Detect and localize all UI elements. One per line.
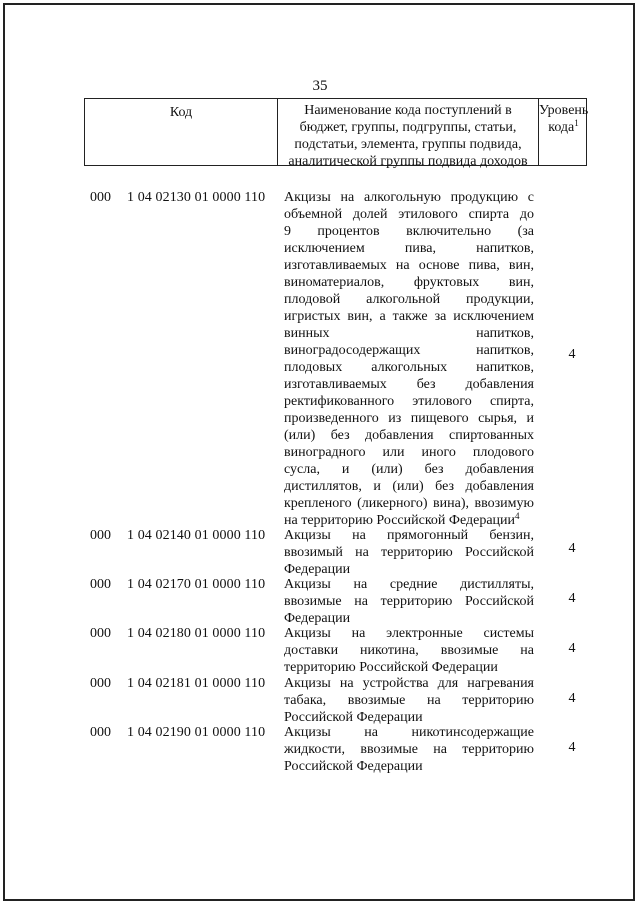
description-line: объемной долей этилового спирта до — [284, 207, 534, 222]
row-level: 4 — [568, 347, 576, 362]
row-level: 4 — [568, 641, 576, 656]
row-description — [284, 625, 534, 676]
header-name-line: аналитической группы подвида доходов — [288, 154, 528, 169]
description-line: игристых вин, а также за исключением — [284, 309, 534, 324]
header-level-footnote: 1 — [574, 118, 579, 128]
description-line: Акцизы на средние дистилляты, — [284, 577, 534, 592]
description-line: доставки никотина, ввозимые на — [284, 643, 534, 658]
description-line: ввозимый на территорию Российской — [284, 545, 534, 560]
row-description — [284, 675, 534, 726]
description-line: табака, ввозимые на территорию — [284, 693, 534, 708]
header-name-line: Наименование кода поступлений в — [304, 103, 512, 118]
header-level-text: кода — [548, 120, 575, 135]
header-name-line: бюджет, группы, подгруппы, статьи, — [299, 120, 517, 135]
description-line: Акцизы на никотинсодержащие — [284, 725, 534, 740]
description-line: виноградосодержащих напитков, — [284, 343, 534, 358]
header-level-cell — [539, 99, 588, 165]
description-line: Федерации — [284, 611, 351, 626]
description-line: (или) без добавления спиртованных — [284, 428, 534, 443]
header-name-cell — [278, 99, 539, 169]
row-admin-code: 000 — [90, 577, 111, 592]
row-level: 4 — [568, 691, 576, 706]
row-admin-code: 000 — [90, 626, 111, 641]
row-level: 4 — [568, 740, 576, 755]
description-line: плодовых алкогольных напитков, — [284, 360, 534, 375]
header-level-line: Уровень — [539, 103, 589, 118]
description-line: изготавливаемых на основе пива, вин, — [284, 258, 534, 273]
description-line: ректификованного этилового спирта, — [284, 394, 534, 409]
footnote-marker: 4 — [515, 511, 520, 521]
description-line: виноградного или иного плодового — [284, 445, 534, 460]
description-line: территорию Российской Федерации — [284, 660, 498, 675]
row-admin-code: 000 — [90, 190, 111, 205]
header-level-line — [539, 119, 588, 136]
description-line: произведенного из пищевого сырья, и — [284, 411, 534, 426]
description-line: изготавливаемых без добавления — [284, 377, 534, 392]
description-line: Российской Федерации — [284, 710, 423, 725]
row-admin-code: 000 — [90, 725, 111, 740]
row-level: 4 — [568, 541, 576, 556]
description-line: Акцизы на прямогонный бензин, — [284, 528, 534, 543]
row-description — [284, 724, 534, 775]
row-budget-code: 1 04 02190 01 0000 110 — [127, 725, 266, 740]
row-budget-code: 1 04 02170 01 0000 110 — [127, 577, 266, 592]
description-line: Акцизы на электронные системы — [284, 626, 534, 641]
row-budget-code: 1 04 02181 01 0000 110 — [127, 676, 266, 691]
description-line: жидкости, ввозимые на территорию — [284, 742, 534, 757]
description-line: крепленого (ликерного) вина), ввозимую — [284, 496, 534, 511]
row-description — [284, 576, 534, 627]
description-line: Акцизы на устройства для нагревания — [284, 676, 534, 691]
description-line: дистиллятов, и (или) без добавления — [284, 479, 534, 494]
description-line-text: на территорию Российской Федерации — [284, 513, 516, 528]
row-level: 4 — [568, 591, 576, 606]
row-budget-code: 1 04 02180 01 0000 110 — [127, 626, 266, 641]
description-line: сусла, и (или) без добавления — [284, 462, 534, 477]
description-line: виноматериалов, фруктовых вин, — [284, 275, 534, 290]
page-number: 35 — [312, 78, 328, 94]
header-code-cell — [85, 99, 278, 165]
description-line: 9 процентов включительно (за — [284, 224, 534, 239]
row-budget-code: 1 04 02130 01 0000 110 — [127, 190, 266, 205]
description-line: Федерации — [284, 562, 351, 577]
description-line: винных напитков, — [284, 326, 534, 341]
row-description — [284, 189, 534, 529]
header-name-line: подстатьи, элемента, группы подвида, — [294, 137, 522, 152]
row-admin-code: 000 — [90, 676, 111, 691]
header-table — [84, 98, 589, 169]
description-line: плодовой алкогольной продукции, — [284, 292, 534, 307]
row-admin-code: 000 — [90, 528, 111, 543]
row-description — [284, 527, 534, 578]
description-line: Акцизы на алкогольную продукцию с — [284, 190, 534, 205]
description-line: исключением пива, напитков, — [284, 241, 534, 256]
description-line: ввозимые на территорию Российской — [284, 594, 534, 609]
row-budget-code: 1 04 02140 01 0000 110 — [127, 528, 266, 543]
description-line: Российской Федерации — [284, 759, 423, 774]
header-code-label: Код — [169, 105, 193, 120]
